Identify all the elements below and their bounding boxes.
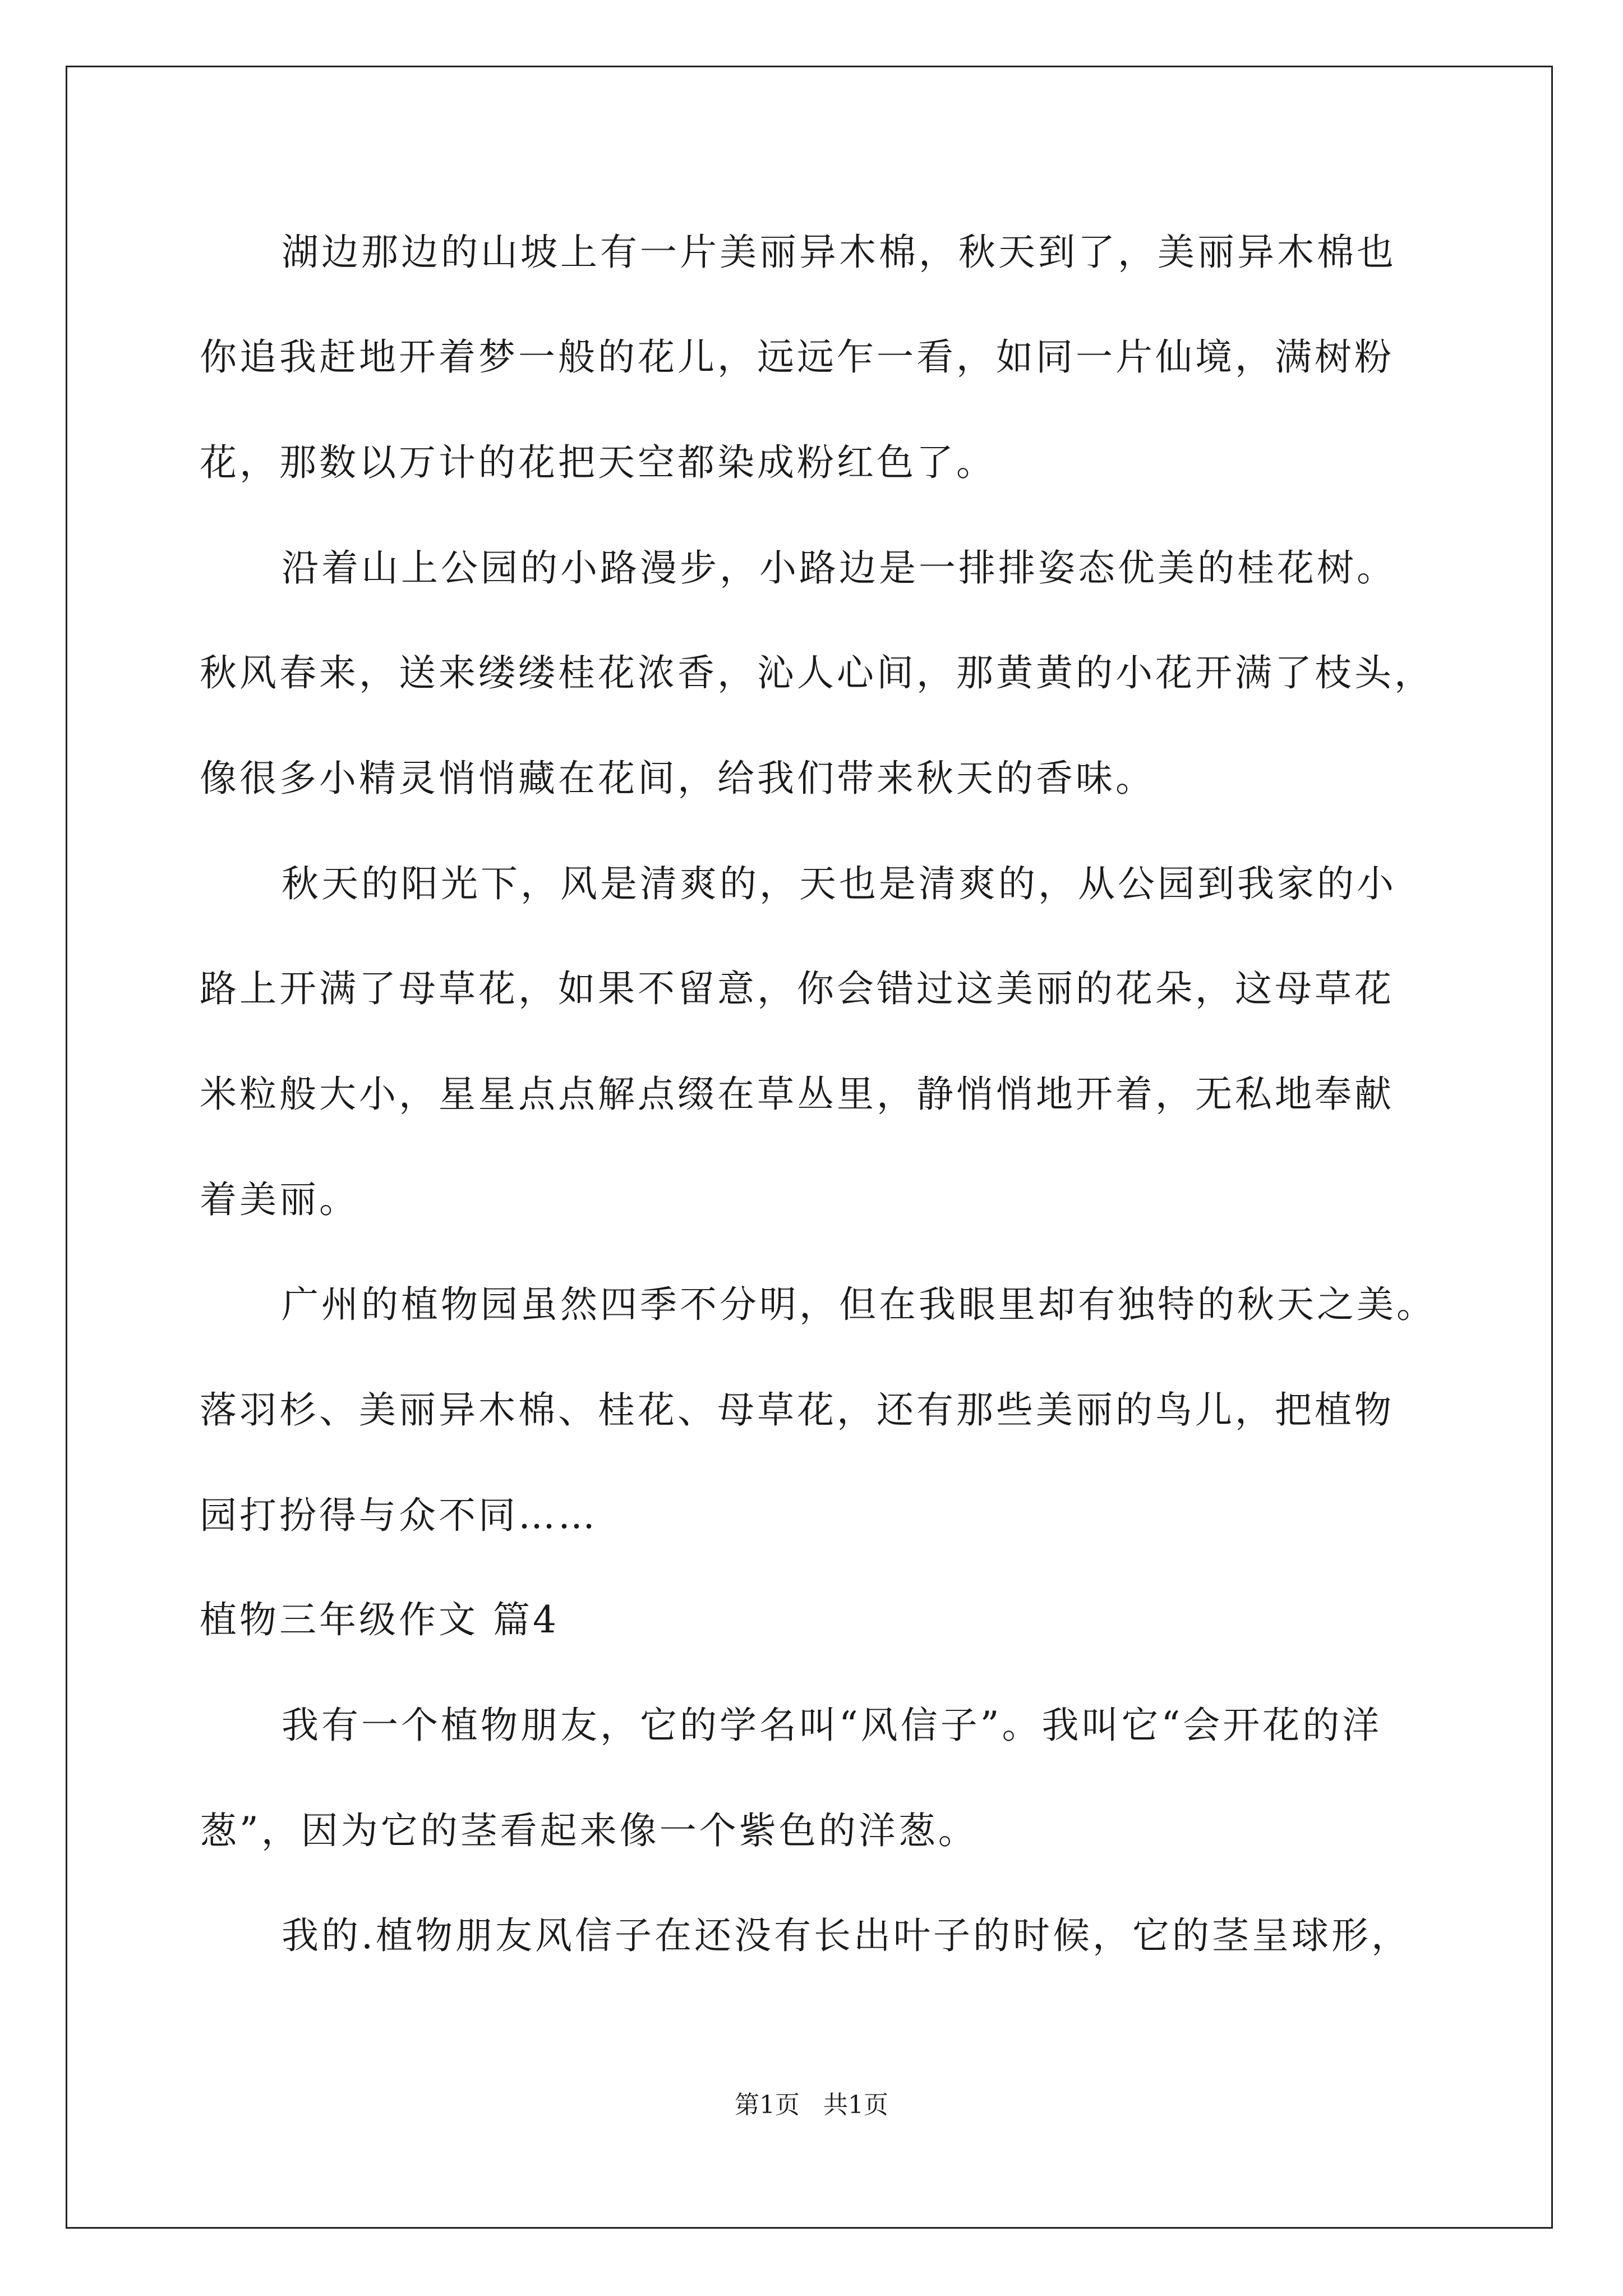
paragraph-line: 秋风春来，送来缕缕桂花浓香，沁人心间，那黄黄的小花开满了枝头，: [200, 651, 1434, 694]
paragraph-line: 着美丽。: [200, 1178, 359, 1221]
paragraph-line: 湖边那边的山坡上有一片美丽异木棉，秋天到了，美丽异木棉也: [282, 231, 1396, 274]
paragraph-line: 你追我赶地开着梦一般的花儿，远远乍一看，如同一片仙境，满树粉: [200, 335, 1394, 379]
paragraph-line: 米粒般大小，星星点点解点缀在草丛里，静悄悄地开着，无私地奉献: [200, 1073, 1394, 1116]
paragraph-line: 像很多小精灵悄悄藏在花间，给我们带来秋天的香味。: [200, 757, 1155, 800]
page-footer: [0, 2090, 1623, 2121]
section-heading: 植物三年级作文 篇4: [200, 1598, 559, 1641]
page-number: 第1页: [735, 2091, 800, 2119]
paragraph-line: 花，那数以万计的花把天空都染成粉红色了。: [200, 441, 996, 484]
paragraph-line: 沿着山上公园的小路漫步，小路边是一排排姿态优美的桂花树。: [282, 546, 1396, 590]
paragraph-line: 园打扮得与众不同……: [200, 1494, 598, 1537]
paragraph-line: 落羽杉、美丽异木棉、桂花、母草花，还有那些美丽的鸟儿，把植物: [200, 1388, 1394, 1432]
paragraph-line: 我的.植物朋友风信子在还没有长出叶子的时候，它的茎呈球形，: [282, 1914, 1411, 1957]
paragraph-line: 我有一个植物朋友，它的学名叫“风信子”。我叫它“会开花的洋: [282, 1704, 1382, 1747]
page-total: 共1页: [823, 2091, 888, 2119]
paragraph-line: 广州的植物园虽然四季不分明，但在我眼里却有独特的秋天之美。: [282, 1283, 1436, 1326]
paragraph-line: 葱”，因为它的茎看起来像一个紫色的洋葱。: [200, 1809, 978, 1852]
page-border: [66, 66, 1553, 2229]
paragraph-line: 路上开满了母草花，如果不留意，你会错过这美丽的花朵，这母草花: [200, 967, 1394, 1010]
paragraph-line: 秋天的阳光下，风是清爽的，天也是清爽的，从公园到我家的小: [282, 862, 1396, 905]
